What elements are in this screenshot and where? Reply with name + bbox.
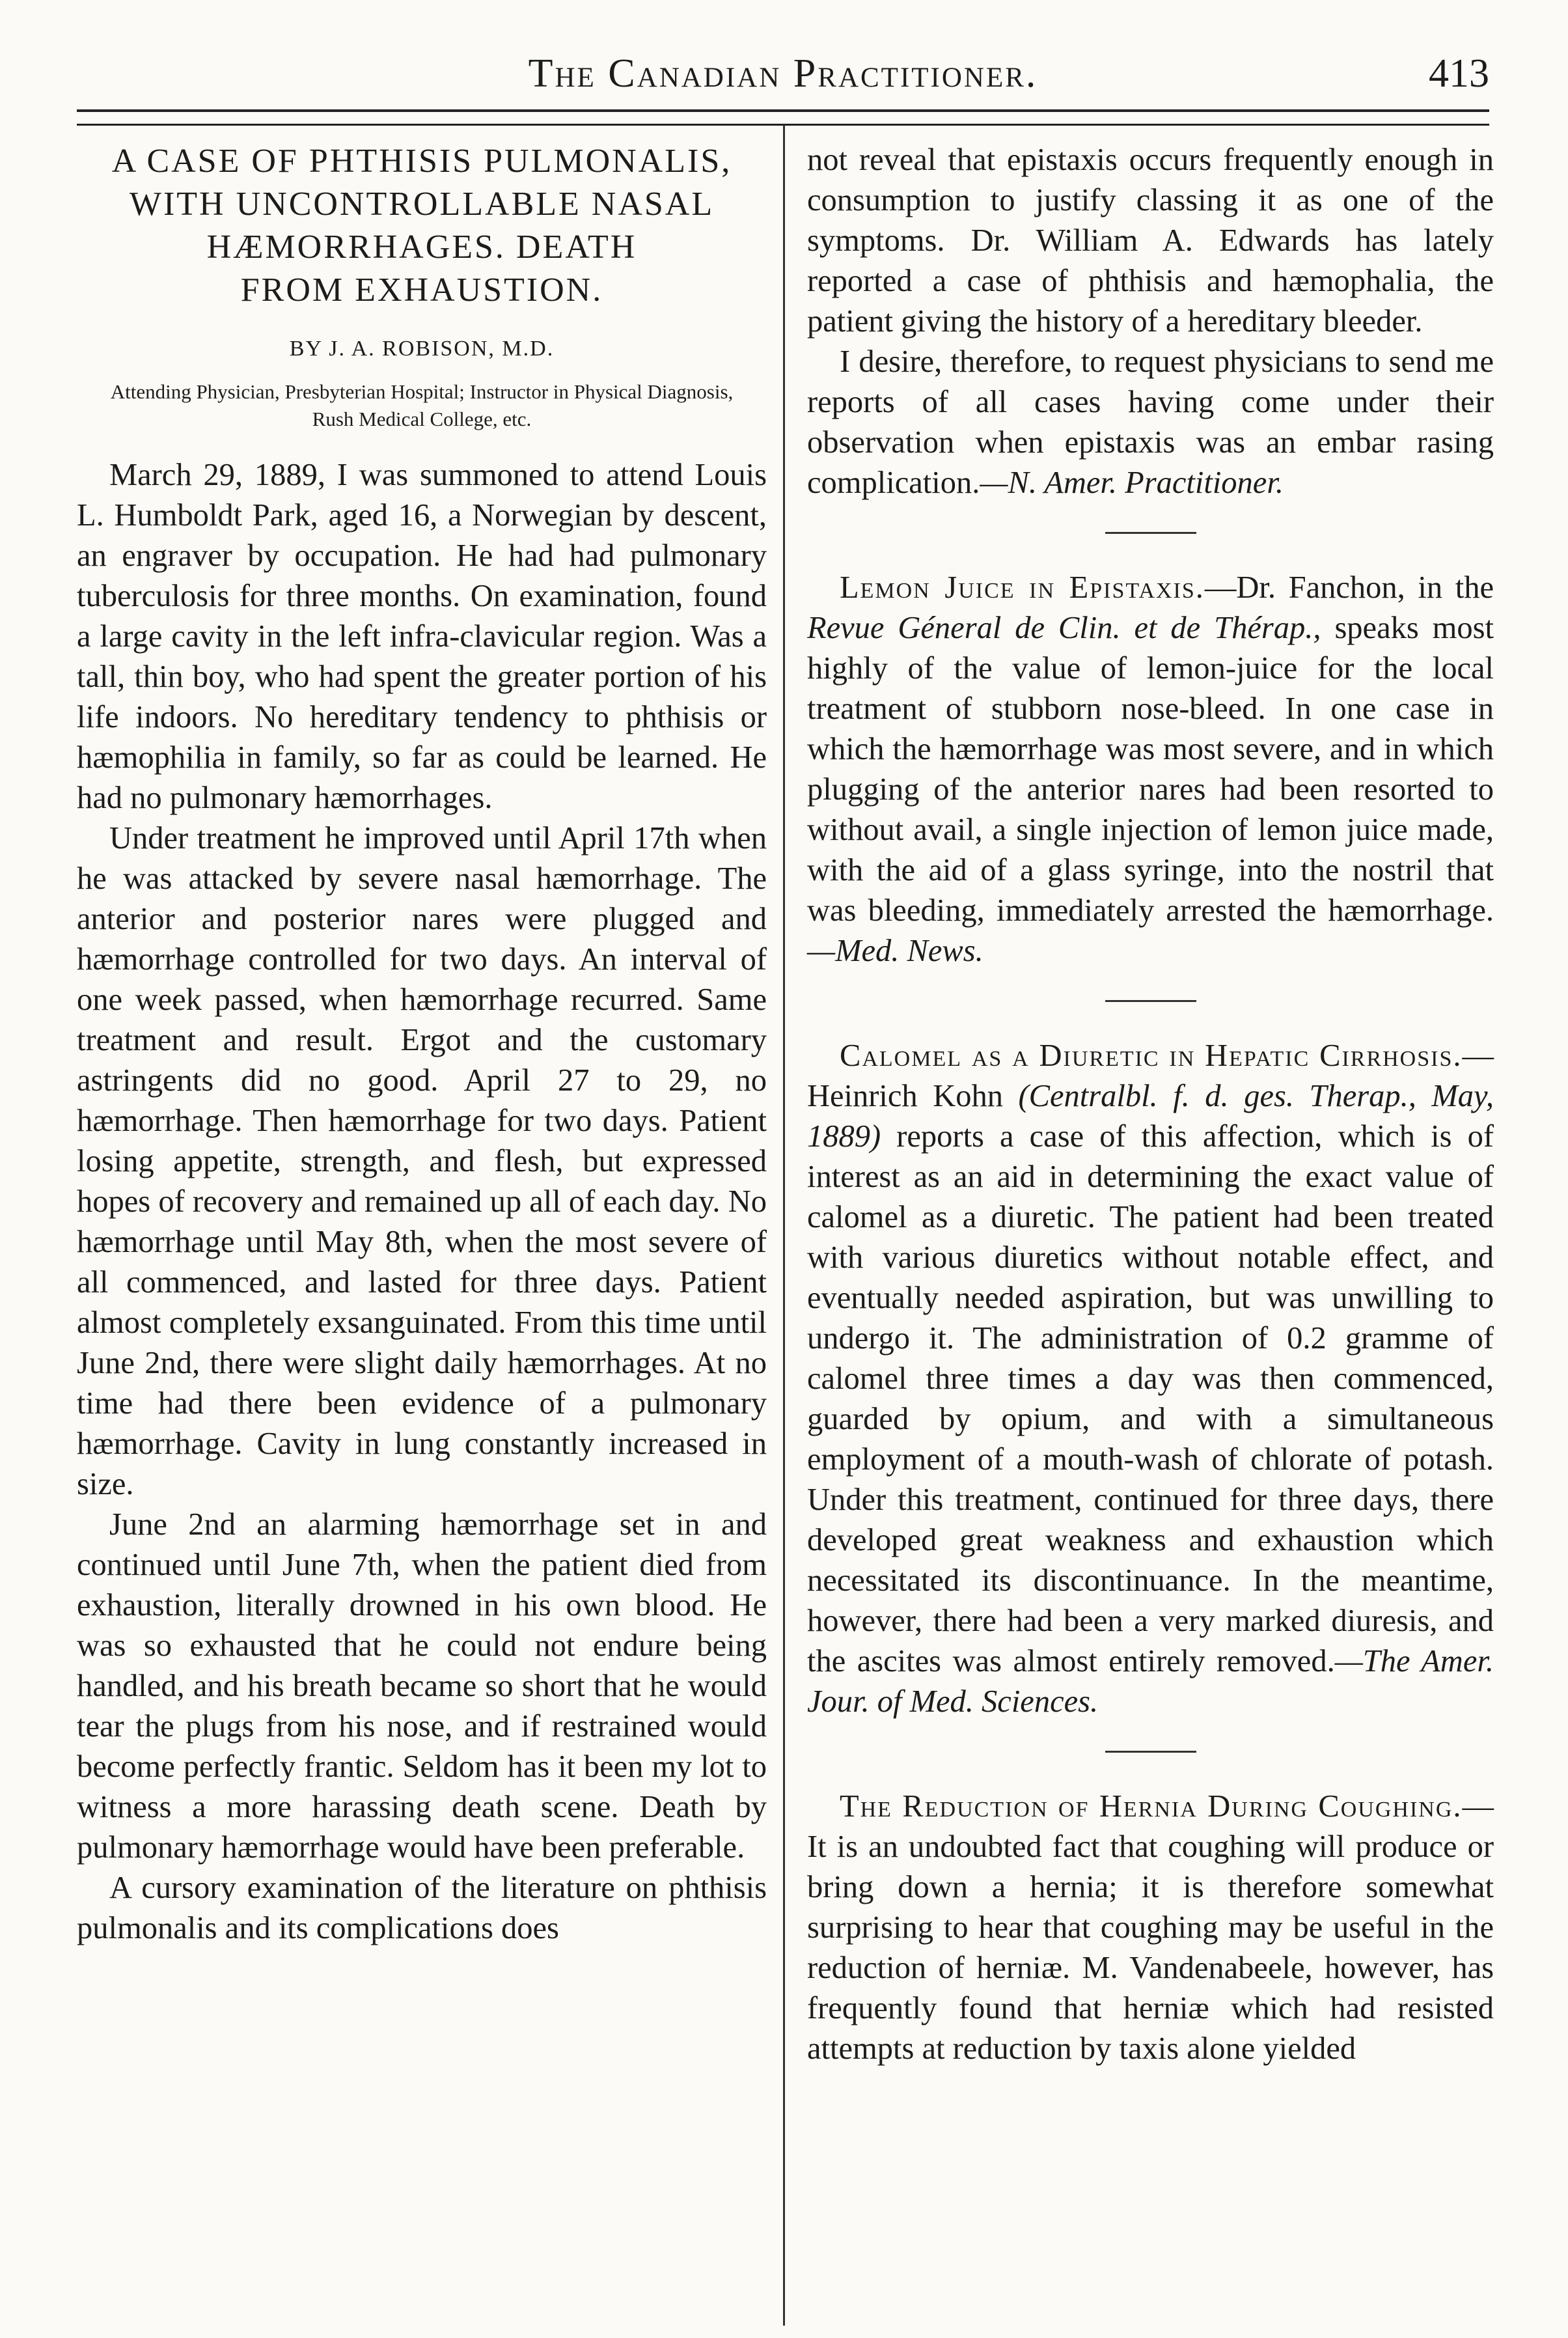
title-line: FROM EXHAUSTION. (240, 271, 603, 309)
calomel-item (807, 1036, 1494, 1722)
request-source: —N. Amer. Practitioner. (980, 466, 1284, 500)
request-paragraph (807, 342, 1494, 503)
hernia-text: —It is an undoubted fact that coughing will produce or bring down a hernia; it is therefore somewhat surprising to hear that coughing may be useful in the reduction of herniæ. M. Vandenabeele, however, has frequently found that herniæ which had resisted attempts at reduction by taxis alone yielded (807, 1789, 1494, 2066)
running-head: The Canadian Practitioner. (528, 51, 1038, 96)
header-rule-top (77, 109, 1489, 112)
calomel-source: —The Amer. Jour. of Med. Sciences. (807, 1644, 1494, 1719)
calomel-author: —Heinrich Kohn (807, 1038, 1494, 1113)
page-number: 413 (1429, 51, 1489, 96)
article-paragraph: Under treatment he improved until April 17th when he was attacked by severe nasal hæmorrhage. The anterior and posterior nares were plugged and hæmorrhage controlled for two days. An interval of one week passed, when hæmorrhage recurred. Same treatment and result. Ergot and the customary astringents did no good. April 27 to 29, no hæmorrhage. Then hæmorrhage for two days. Patient losing appetite, strength, and flesh, but expressed hopes of recovery and remained up all of each day. No hæmorrhage until May 8th, when the most severe of all commenced, and lasted for three days. Patient almost completely exsanguinated. From this time until June 2nd, there were slight daily hæmorrhages. At no time had there been evidence of a pulmonary hæmorrhage. Cavity in lung constantly increased in size. (77, 821, 767, 1501)
page-header (77, 46, 1489, 107)
lemon-juice-journal: Revue Géneral de Clin. et de Thérap., (807, 611, 1321, 645)
right-column (807, 140, 1494, 2069)
lemon-juice-source: —Med. News. (807, 934, 983, 968)
calomel-journal: (Centralbl. f. d. ges. Therap., May, 1889) (807, 1079, 1494, 1154)
request-text: I desire, therefore, to request physicians to send me reports of all cases having come under their observation when epistaxis was an embar rasing complication. (807, 344, 1494, 500)
continuation-paragraph: not reveal that epistaxis occurs frequently enough in consumption to justify classing it as one of the symptoms. Dr. William A. Edwards has lately reported a case of phthisis and hæmophalia, the patient giving the history of a hereditary bleeder. (807, 143, 1494, 339)
section-divider (1105, 1751, 1196, 1753)
hernia-heading: The Reduction of Hernia During Coughing. (840, 1789, 1463, 1824)
lemon-juice-item (807, 568, 1494, 971)
article-title (77, 140, 767, 312)
byline: BY J. A. ROBISON, M.D. (289, 337, 555, 361)
article-paragraph: A cursory examination of the literature on phthisis pulmonalis and its complications does (77, 1871, 767, 1945)
lemon-juice-body: speaks most highly of the value of lemon-juice for the local treatment of stubborn nose-bleed. In one case in which the hæmorrhage was most severe, and in which plugging of the anterior nares had been resorted to without avail, a single injection of lemon juice made, with the aid of a glass syringe, into the nostril that was bleeding, immediately arrested the hæmorrhage. (807, 611, 1494, 928)
article-paragraph: June 2nd an alarming hæmorrhage set in and continued until June 7th, when the patient died from exhaustion, literally drowned in his own blood. He was so exhausted that he could not endure being handled, and his breath became so short that he would tear the plugs from his nose, and if restrained would become perfectly frantic. Seldom has it been my lot to witness a more harassing death scene. Death by pulmonary hæmorrhage would have been preferable. (77, 1507, 767, 1865)
title-line: HÆMORRHAGES. DEATH (206, 229, 637, 266)
section-divider (1105, 1000, 1196, 1002)
lemon-juice-text: —Dr. Fanchon, in the (1204, 570, 1494, 605)
author-affiliation: Attending Physician, Presbyterian Hospital; Instructor in Physical Diagnosis, Rush Medical College, etc. (110, 380, 734, 430)
title-line: WITH UNCONTROLLABLE NASAL (129, 186, 715, 223)
title-line: A CASE OF PHTHISIS PULMONALIS, (111, 143, 732, 180)
hernia-item (807, 1787, 1494, 2069)
left-column (77, 140, 767, 1949)
article-paragraph: March 29, 1889, I was summoned to attend Louis L. Humboldt Park, aged 16, a Norwegian by descent, an engraver by occupation. He had had pulmonary tuberculosis for three months. On examination, found a large cavity in the left infra-clavicular region. Was a tall, thin boy, who had spent the greater portion of his life indoors. No hereditary tendency to phthisis or hæmophilia in family, so far as could be learned. He had no pulmonary hæmorrhages. (77, 458, 767, 815)
section-divider (1105, 532, 1196, 534)
calomel-heading: Calomel as a Diuretic in Hepatic Cirrhosis. (840, 1038, 1463, 1073)
calomel-body: reports a case of this affection, which is of interest as an aid in determining the exact value of calomel as a diuretic. The patient had been treated with various diuretics without notable effect, and eventually needed aspiration, but was unwilling to undergo it. The administration of 0.2 gramme of calomel three times a day was then commenced, guarded by opium, and with a simultaneous employment of a mouth-wash of chlorate of potash. Under this treatment, continued for three days, there developed great weakness and exhaustion which necessitated its discontinuance. In the meantime, however, there had been a very marked diuresis, and the ascites was almost entirely removed. (807, 1119, 1494, 1678)
column-divider (783, 125, 785, 2326)
lemon-juice-heading: Lemon Juice in Epistaxis. (840, 570, 1205, 605)
